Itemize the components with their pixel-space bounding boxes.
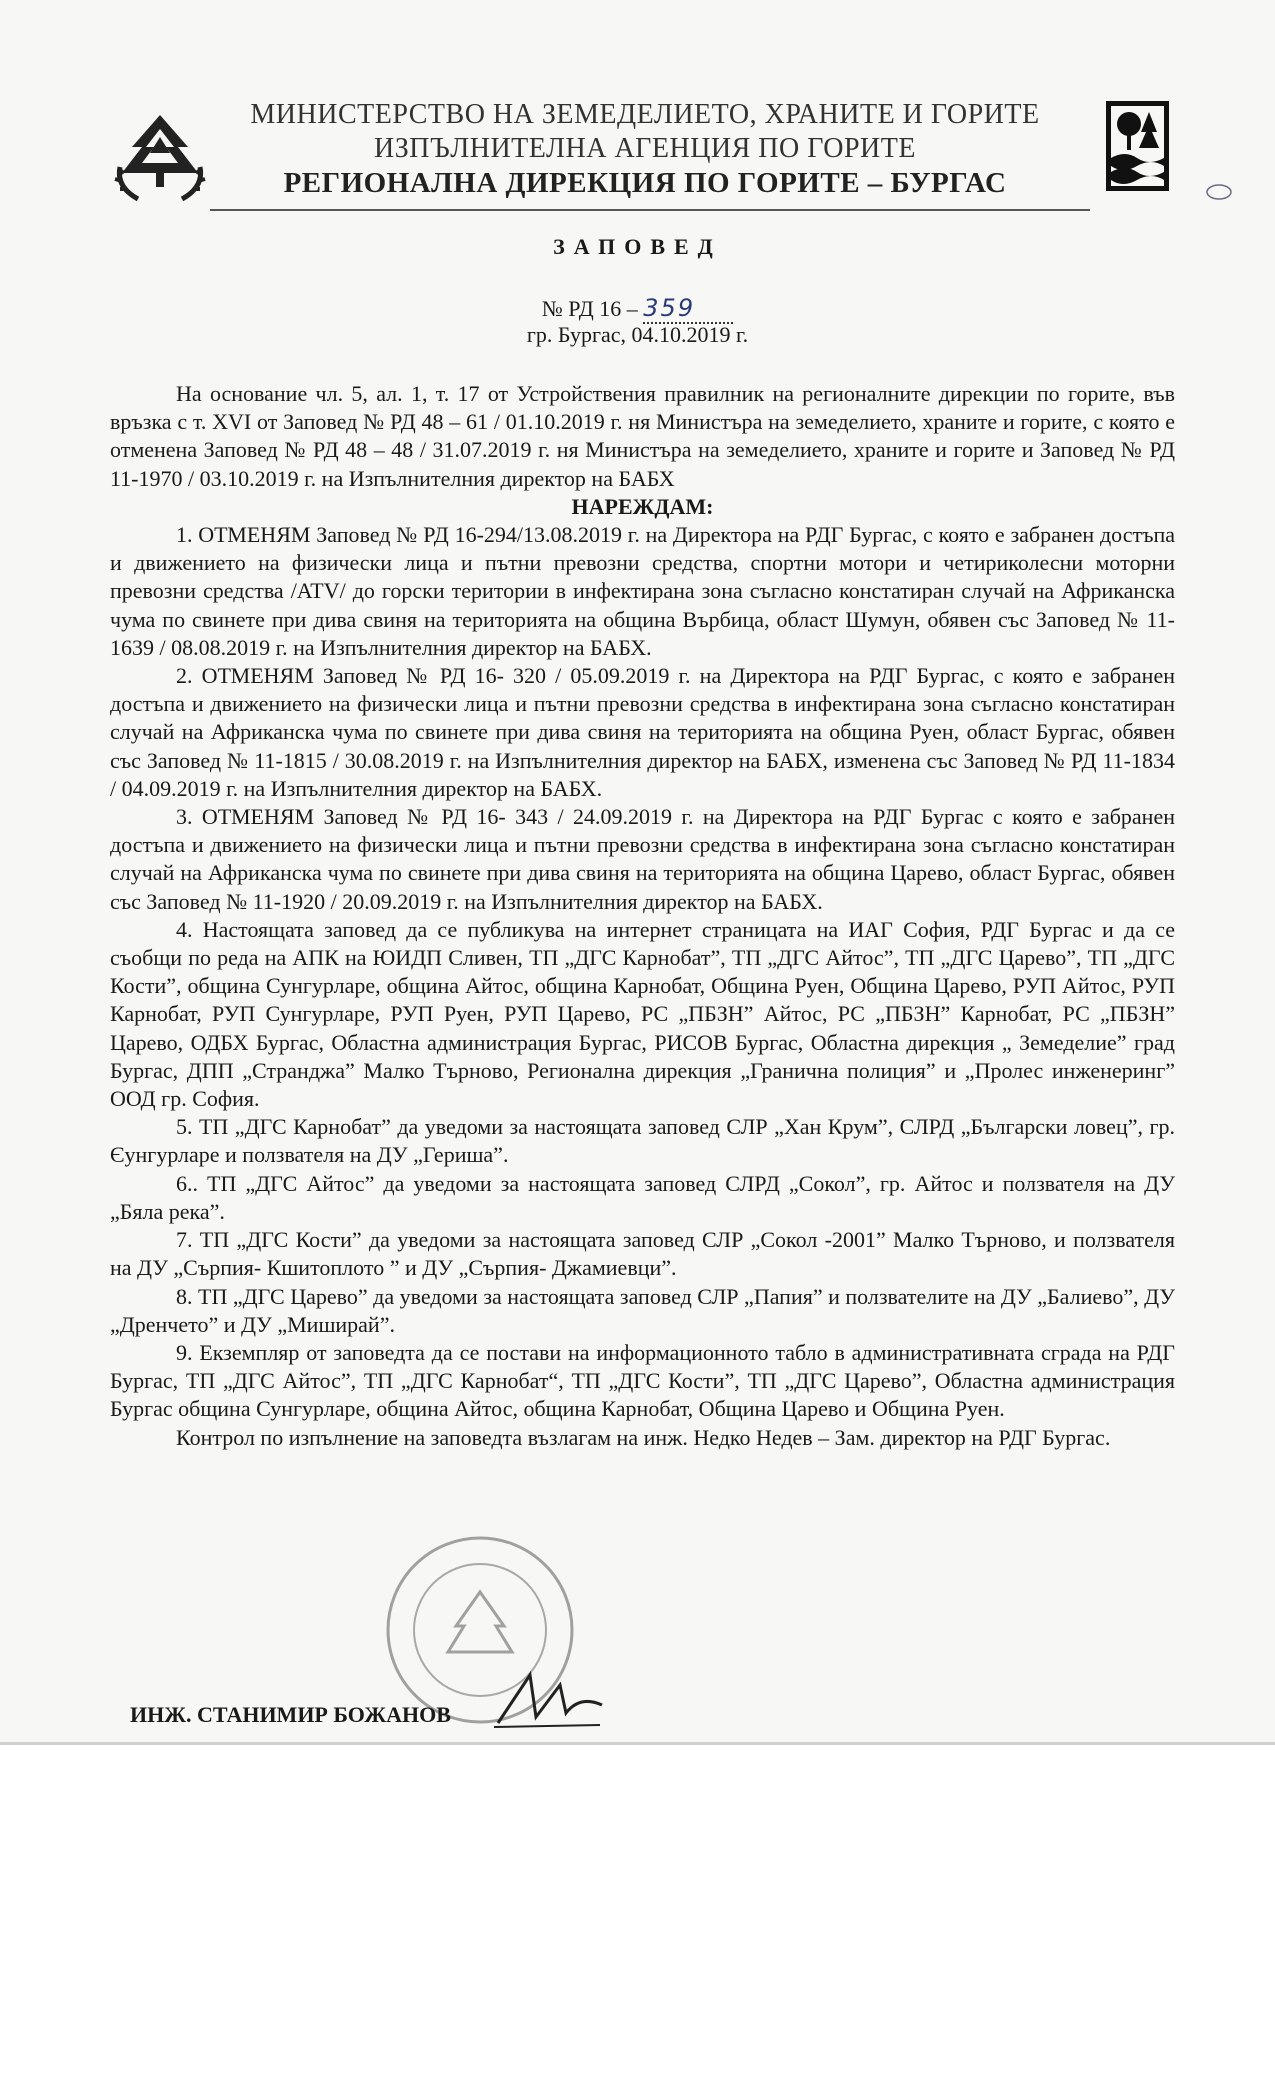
order-item: 9. Екземпляр от заповедта да се постави на информационното табло в административната сграда на РДГ Бургас, ТП „ДГС Айтос”, ТП „ДГС Карнобат“, ТП „ДГС Кости”, ТП „ДГС Царево”, Областна администрация Бургас община Сунгурларе, община Айтос, община Карнобат, Община Царево и Община Руен.: [110, 1339, 1175, 1422]
signature-icon: [490, 1665, 610, 1735]
agency-name: ИЗПЪЛНИТЕЛНА АГЕНЦИЯ ПО ГОРИТЕ: [374, 133, 916, 164]
order-heading: НАРЕЖДАМ:: [571, 493, 714, 519]
document-title: ЗАПОВЕД: [553, 234, 722, 259]
place-date: гр. Бургас, 04.10.2019 г.: [526, 322, 749, 347]
scan-edge: [0, 1742, 1275, 1745]
control-clause: Контрол по изпълнение на заповедта възлагам на инж. Недко Недев – Зам. директор на РДГ Бургас.: [176, 1424, 1111, 1450]
order-number: [0, 294, 1275, 324]
order-number-handwritten: 359: [643, 294, 733, 324]
order-item: 3. ОТМЕНЯМ Заповед № РД 16- 343 / 24.09.2019 г. на Директора на РДГ Бургас с която е забранен достъпа и движението на физически лица и пътни превозни средства в инфектирана зона съгласно констатиран случай на Африканска чума по свинете при дива свиня на територията на община Царево, област Бургас, обявен със Заповед № 11-1920 / 20.09.2019 г. на Изпълнителния директор на БАБХ.: [110, 804, 1175, 914]
pen-mark-icon: [1205, 182, 1233, 202]
preamble: На основание чл. 5, ал. 1, т. 17 от Устройствения правилник на регионалните дирекции по горите, във връзка с т. XVI от Заповед № РД 48 – 61 / 01.10.2019 г. ня Министъра на земеделието, храните и горите, с която е отменена Заповед № РД 48 – 48 / 31.07.2019 г. ня Министъра на земеделието, храните и горите и Заповед № РД 11-1970 / 03.10.2019 г. на Изпълнителния директор на БАБХ: [110, 381, 1175, 491]
order-item: 8. ТП „ДГС Царево” да уведоми за настоящата заповед СЛР „Папия” и ползвателите на ДУ „Балиево”, ДУ „Дренчето” и ДУ „Миширай”.: [110, 1283, 1175, 1337]
signer-name: ИНЖ. СТАНИМИР БОЖАНОВ: [130, 1702, 451, 1727]
document-body: [110, 380, 1175, 1452]
directorate-name: РЕГИОНАЛНА ДИРЕКЦИЯ ПО ГОРИТЕ – БУРГАС: [283, 167, 1007, 199]
order-item: 6.. ТП „ДГС Айтос” да уведоми за настоящата заповед СЛРД „Сокол”, гр. Айтос и ползвателя на ДУ „Бяла река”.: [110, 1170, 1175, 1224]
order-item: 5. ТП „ДГС Карнобат” да уведоми за настоящата заповед СЛР „Хан Крум”, СЛРД „Български ловец”, гр. Єунгурларе и ползвателя на ДУ „Гериша”.: [110, 1114, 1175, 1168]
header-divider: [210, 209, 1090, 211]
ministry-name: МИНИСТЕРСТВО НА ЗЕМЕДЕЛИЕТО, ХРАНИТЕ И ГОРИТЕ: [250, 99, 1040, 130]
forest-emblem-icon: [110, 107, 210, 207]
order-item: 1. ОТМЕНЯМ Заповед № РД 16-294/13.08.2019 г. на Директора на РДГ Бургас, с която е забранен достъпа и движението на физически лица и пътни превозни средства, спортни мотори и четириколесни моторни превозни средства /ATV/ до горски територии в инфектирана зона съгласно констатиран случай на Африканска чума по свинете при дива свиня на територията на община Върбица, област Шумун, обявен със Заповед № 11-1639 / 08.08.2019 г. на Изпълнителния директор на БАБХ.: [110, 522, 1175, 660]
order-number-prefix: № РД 16 –: [541, 296, 644, 321]
letterhead: [110, 95, 1175, 215]
order-item: 4. Настоящата заповед да се публикува на интернет страницата на ИАГ София, РДГ Бургас и да се съобщи по реда на АПК на ЮИДП Сливен, ТП „ДГС Карнобат”, ТП „ДГС Айтос”, ТП „ДГС Царево”, ТП „ДГС Кости”, община Сунгурларе, община Айтос, община Карнобат, Община Руен, Община Царево, РУП Айтос, РУП Карнобат, РУП Сунгурларе, РУП Руен, РУП Царево, РС „ПБЗН” Айтос, РС „ПБЗН” Карнобат, РС „ПБЗН” Царево, ОДБХ Бургас, Областна администрация Бургас, РИСОВ Бургас, Областна дирекция „ Земеделие” град Бургас, ДПП „Странджа” Малко Търново, Регионална дирекция „Гранична полиция” и „Пролес инженеринг” ООД гр. София.: [110, 916, 1175, 1112]
order-item: 2. ОТМЕНЯМ Заповед № РД 16- 320 / 05.09.2019 г. на Директора на РДГ Бургас, с която е забранен достъпа и движението на физически лица и пътни превозни средства в инфектирана зона съгласно констатиран случай на Африканска чума по свинете при дива свиня на територията на община Руен, област Бургас, обявен със Заповед № 11-1815 / 30.08.2019 г. на Изпълнителния директор на БАБХ, изменена със Заповед № РД 11-1834 / 04.09.2019 г. на Изпълнителния директор на БАБХ.: [110, 663, 1175, 801]
agency-logo-icon: [1105, 100, 1170, 192]
order-item: 7. ТП „ДГС Кости” да уведоми за настоящата заповед СЛР „Сокол -2001” Малко Търново, и ползвателя на ДУ „Сърпия- Кшитоплото ” и ДУ „Сърпия- Джамиевци”.: [110, 1227, 1175, 1281]
